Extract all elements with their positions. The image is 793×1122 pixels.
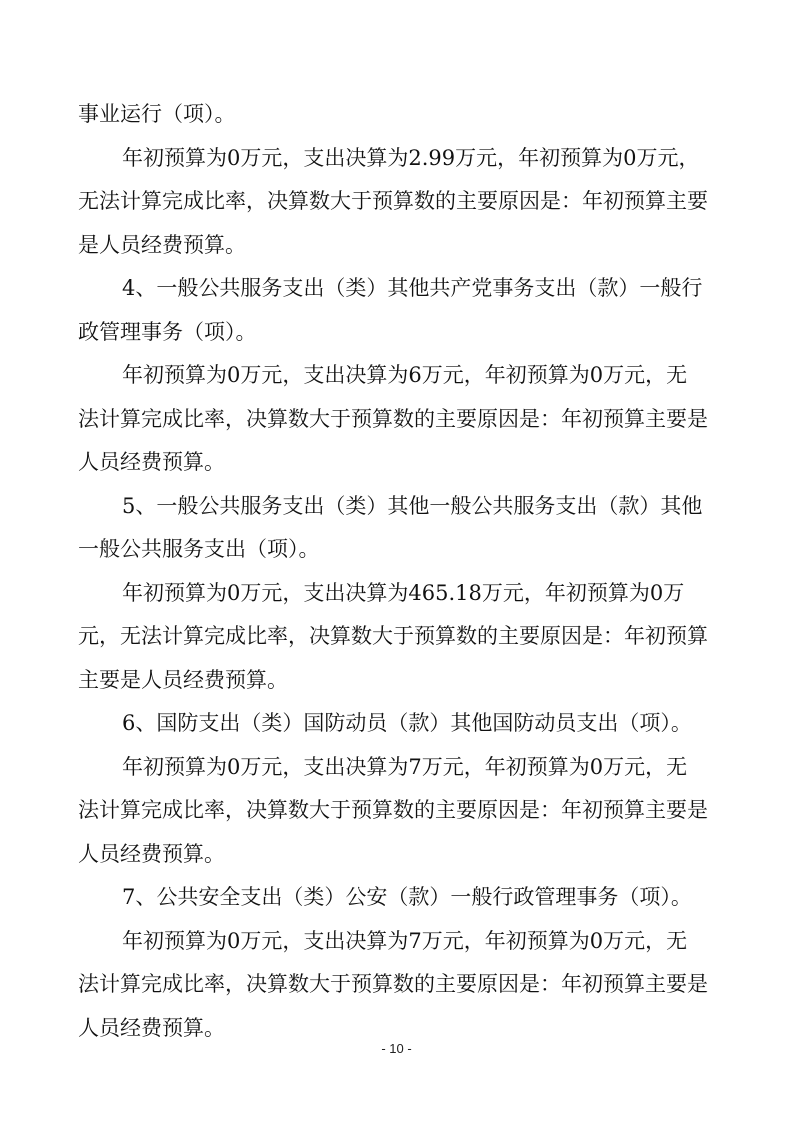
page-number: - 10 - xyxy=(381,1041,412,1056)
text-line: 4、一般公共服务支出（类）其他共产党事务支出（款）一般行 xyxy=(122,276,703,300)
text-line: 一般公共服务支出（项）。 xyxy=(78,537,320,561)
text-line: 政管理事务（项）。 xyxy=(78,320,257,344)
text-line: 事业运行（项）。 xyxy=(78,102,236,126)
text-line: 无法计算完成比率，决算数大于预算数的主要原因是：年初预算主要 xyxy=(78,189,708,213)
text-line: 7、公共安全支出（类）公安（款）一般行政管理事务（项）。 xyxy=(122,885,692,909)
text-line: 元，无法计算完成比率，决算数大于预算数的主要原因是：年初预算 xyxy=(78,624,708,648)
text-line: 法计算完成比率，决算数大于预算数的主要原因是：年初预算主要是 xyxy=(78,972,708,996)
text-line: 是人员经费预算。 xyxy=(78,233,246,257)
text-line: 年初预算为0万元，支出决算为7万元，年初预算为0万元，无 xyxy=(122,929,688,953)
text-line: 年初预算为0万元，支出决算为2.99万元，年初预算为0万元， xyxy=(122,146,700,170)
text-line: 6、国防支出（类）国防动员（款）其他国防动员支出（项）。 xyxy=(122,711,692,735)
text-line: 人员经费预算。 xyxy=(78,1016,225,1040)
text-line: 人员经费预算。 xyxy=(78,842,225,866)
text-line: 主要是人员经费预算。 xyxy=(78,668,288,692)
text-line: 法计算完成比率，决算数大于预算数的主要原因是：年初预算主要是 xyxy=(78,798,708,822)
text-line: 年初预算为0万元，支出决算为6万元，年初预算为0万元，无 xyxy=(122,363,688,387)
text-line: 5、一般公共服务支出（类）其他一般公共服务支出（款）其他 xyxy=(122,494,703,518)
text-line: 法计算完成比率，决算数大于预算数的主要原因是：年初预算主要是 xyxy=(78,407,708,431)
text-line: 年初预算为0万元，支出决算为7万元，年初预算为0万元，无 xyxy=(122,755,688,779)
text-line: 人员经费预算。 xyxy=(78,450,225,474)
text-line: 年初预算为0万元，支出决算为465.18万元，年初预算为0万 xyxy=(122,581,685,605)
